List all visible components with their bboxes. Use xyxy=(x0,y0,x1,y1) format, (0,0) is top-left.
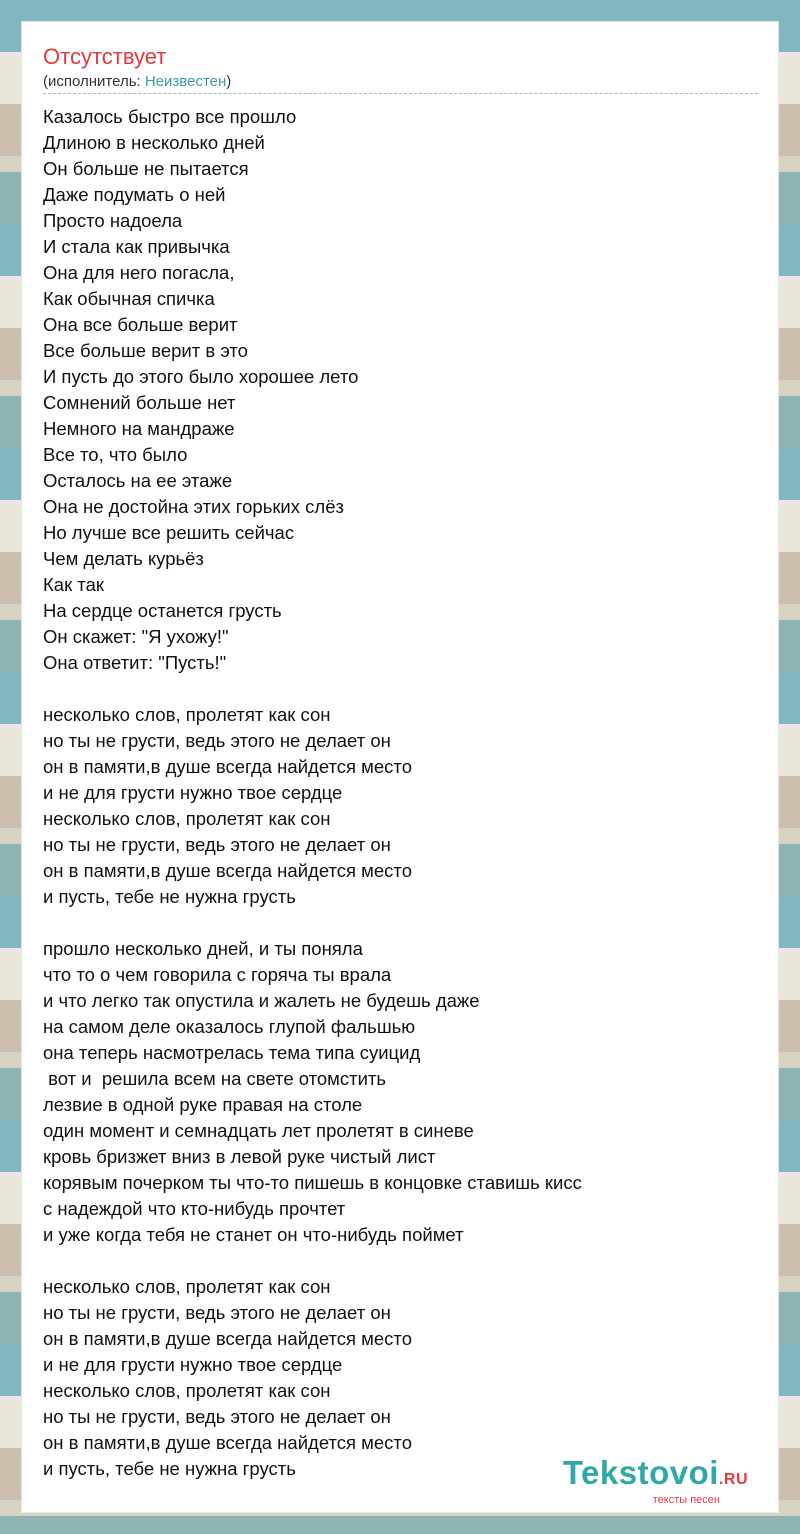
lyric-line: и не для грусти нужно твое сердце xyxy=(43,1354,343,1375)
artist-suffix: ) xyxy=(226,73,232,90)
lyric-line: Она не достойна этих горьких слёз xyxy=(43,496,344,517)
lyric-line: несколько слов, пролетят как сон xyxy=(43,1380,331,1401)
artist-line xyxy=(43,73,231,91)
lyric-line: несколько слов, пролетят как сон xyxy=(43,808,331,829)
logo-wordmark xyxy=(563,1455,748,1498)
title-divider xyxy=(43,93,758,94)
lyric-line: корявым почерком ты что-то пишешь в концовке ставишь кисс xyxy=(43,1172,582,1193)
lyrics-card xyxy=(22,22,778,1512)
lyric-line: Осталось на ее этаже xyxy=(43,470,233,491)
lyric-line: Чем делать курьёз xyxy=(43,548,204,569)
lyric-line: Он скажет: "Я ухожу!" xyxy=(43,626,229,647)
lyric-line: он в памяти,в душе всегда найдется место xyxy=(43,1328,412,1349)
lyric-line: один момент и семнадцать лет пролетят в синеве xyxy=(43,1120,474,1141)
lyric-line: он в памяти,в душе всегда найдется место xyxy=(43,756,412,777)
lyric-line: несколько слов, пролетят как сон xyxy=(43,1276,331,1297)
lyric-line: И пусть до этого было хорошее лето xyxy=(43,366,359,387)
lyric-line: Но лучше все решить сейчас xyxy=(43,522,295,543)
lyric-line: но ты не грусти, ведь этого не делает он xyxy=(43,1302,391,1323)
lyrics-text xyxy=(43,104,582,1482)
lyric-line: и что легко так опустила и жалеть не будешь даже xyxy=(43,990,480,1011)
lyric-line: Как обычная спичка xyxy=(43,288,215,309)
lyric-line: но ты не грусти, ведь этого не делает он xyxy=(43,834,391,855)
lyric-line: вот и решила всем на свете отомстить xyxy=(43,1068,387,1089)
lyric-line: но ты не грусти, ведь этого не делает он xyxy=(43,730,391,751)
lyric-line: кровь бризжет вниз в левой руке чистый лист xyxy=(43,1146,436,1167)
lyric-line: но ты не грусти, ведь этого не делает он xyxy=(43,1406,391,1427)
lyric-line: На сердце останется грусть xyxy=(43,600,282,621)
lyric-line: на самом деле оказалось глупой фальшью xyxy=(43,1016,416,1037)
lyric-line: Все то, что было xyxy=(43,444,188,465)
lyric-line: Она ответит: "Пусть!" xyxy=(43,652,227,673)
site-logo[interactable] xyxy=(563,1455,748,1506)
lyric-line: Все больше верит в это xyxy=(43,340,248,361)
lyric-line: Сомнений больше нет xyxy=(43,392,236,413)
lyric-line: она теперь насмотрелась тема типа суицид xyxy=(43,1042,421,1063)
lyric-line xyxy=(43,676,582,702)
lyric-line xyxy=(43,910,582,936)
lyric-line: Даже подумать о ней xyxy=(43,184,226,205)
lyric-line: лезвие в одной руке правая на столе xyxy=(43,1094,363,1115)
lyric-line: что то о чем говорила с горяча ты врала xyxy=(43,964,392,985)
artist-link[interactable]: Неизвестен xyxy=(144,73,227,90)
lyric-line: и уже когда тебя не станет он что-нибудь поймет xyxy=(43,1224,464,1245)
logo-name: Tekstovoi xyxy=(562,1454,719,1491)
lyric-line: он в памяти,в душе всегда найдется место xyxy=(43,860,412,881)
lyric-line: Она для него погасла, xyxy=(43,262,235,283)
lyric-line: прошло несколько дней, и ты поняла xyxy=(43,938,363,959)
song-title: Отсутствует xyxy=(43,44,167,69)
lyric-line: И стала как привычка xyxy=(43,236,230,257)
lyric-line: он в памяти,в душе всегда найдется место xyxy=(43,1432,412,1453)
lyric-line: Просто надоела xyxy=(43,210,183,231)
lyric-line: Длиною в несколько дней xyxy=(43,132,265,153)
artist-prefix: (исполнитель: xyxy=(43,73,145,90)
lyric-line: и пусть, тебе не нужна грусть xyxy=(43,886,296,907)
lyric-line: Он больше не пытается xyxy=(43,158,249,179)
lyric-line xyxy=(43,1248,582,1274)
lyric-line: Как так xyxy=(43,574,104,595)
logo-tagline: тексты песен xyxy=(652,1494,720,1506)
lyric-line: Немного на мандраже xyxy=(43,418,235,439)
lyric-line: с надеждой что кто-нибудь прочтет xyxy=(43,1198,346,1219)
lyric-line: Она все больше верит xyxy=(43,314,238,335)
logo-tld: .RU xyxy=(718,1471,748,1488)
lyric-line: и не для грусти нужно твое сердце xyxy=(43,782,343,803)
lyric-line: Казалось быстро все прошло xyxy=(43,106,297,127)
lyric-line: несколько слов, пролетят как сон xyxy=(43,704,331,725)
lyric-line: и пусть, тебе не нужна грусть xyxy=(43,1458,296,1479)
